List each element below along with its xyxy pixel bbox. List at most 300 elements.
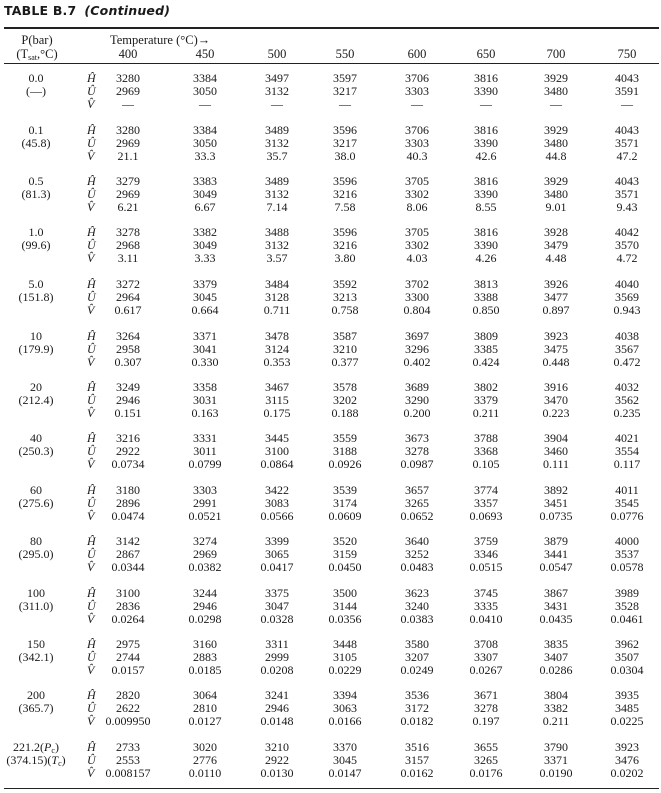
table-cell: 3385 <box>474 342 498 356</box>
pressure-cell: 0.0 <box>28 71 44 85</box>
table-cell: 3311 <box>265 637 289 651</box>
table-cell: 3302 <box>405 187 429 201</box>
pressure-cell: 0.1 <box>28 123 44 137</box>
property-symbol: V̂ <box>87 663 95 677</box>
table-cell: 3545 <box>615 496 639 510</box>
table-cell: 0.0182 <box>400 714 434 728</box>
table-cell: 3.57 <box>266 251 288 265</box>
pressure-cell: 5.0 <box>28 277 44 291</box>
table-cell: 3049 <box>193 187 217 201</box>
table-cell: 0.200 <box>403 406 431 420</box>
table-cell: 3480 <box>544 84 568 98</box>
table-cell: 3596 <box>333 225 357 239</box>
property-symbol: Ĥ <box>87 586 96 600</box>
table-cell: 3488 <box>265 225 289 239</box>
table-cell: 0.377 <box>331 355 359 369</box>
table-cell: — <box>480 97 492 111</box>
table-cell: 40.3 <box>406 149 428 163</box>
table-cell: 0.758 <box>331 303 359 317</box>
table-cell: 3065 <box>265 547 289 561</box>
property-symbol: Ĥ <box>87 277 96 291</box>
table-cell: 0.402 <box>403 355 431 369</box>
table-cell: 3210 <box>333 342 357 356</box>
table-cell: 8.55 <box>475 200 497 214</box>
tsat-cell: $(374.15)(T_c)$ <box>6 753 66 768</box>
table-cell: 4.03 <box>406 251 428 265</box>
tsat-cell: (342.1) <box>18 650 54 664</box>
table-cell: 3124 <box>265 342 289 356</box>
tsat-cell: (212.4) <box>18 393 54 407</box>
pressure-cell: 80 <box>30 534 42 548</box>
table-cell: 3745 <box>474 586 498 600</box>
table-cell: 3346 <box>474 547 498 561</box>
tsat-cell: (250.3) <box>18 444 54 458</box>
tsat-cell: (295.0) <box>18 547 54 561</box>
table-cell: 0.008157 <box>105 766 151 780</box>
temperature-500: 500 <box>267 47 287 61</box>
table-cell: 0.0185 <box>188 663 222 677</box>
table-cell: 47.2 <box>616 149 638 163</box>
table-cell: 3202 <box>333 393 357 407</box>
table-cell: 3241 <box>265 688 289 702</box>
table-cell: 44.8 <box>545 149 567 163</box>
table-cell: 4043 <box>615 123 639 137</box>
pressure-cell: 100 <box>27 586 45 600</box>
table-cell: 0.151 <box>114 406 142 420</box>
table-cell: 0.0286 <box>539 663 573 677</box>
property-symbol: Û <box>87 187 96 201</box>
table-cell: 4042 <box>615 225 639 239</box>
table-cell: 0.211 <box>472 406 500 420</box>
property-symbol: Û <box>87 238 96 252</box>
table-cell: 4043 <box>615 174 639 188</box>
table-cell: 3706 <box>405 71 429 85</box>
table-cell: 3.11 <box>117 251 139 265</box>
table-cell: 0.804 <box>403 303 431 317</box>
table-cell: 3816 <box>474 123 498 137</box>
table-cell: 0.850 <box>472 303 500 317</box>
table-cell: 0.0166 <box>328 714 362 728</box>
table-cell: 0.0578 <box>610 560 644 574</box>
table-cell: 3368 <box>474 444 498 458</box>
table-cell: 3265 <box>405 496 429 510</box>
table-cell: 3497 <box>265 71 289 85</box>
table-cell: 0.0344 <box>111 560 145 574</box>
table-cell: 3174 <box>333 496 357 510</box>
property-symbol: V̂ <box>87 612 95 626</box>
table-cell: 3623 <box>405 586 429 600</box>
property-symbol: Ĥ <box>87 534 96 548</box>
table-cell: 3478 <box>265 329 289 343</box>
table-cell: 3390 <box>474 84 498 98</box>
property-symbol: Û <box>87 290 96 304</box>
table-cell: 0.197 <box>472 714 500 728</box>
table-cell: 3476 <box>615 753 639 767</box>
table-cell: 3213 <box>333 290 357 304</box>
table-cell: 0.0382 <box>188 560 222 574</box>
table-cell: 3279 <box>116 174 140 188</box>
table-cell: 0.235 <box>613 406 641 420</box>
table-cell: 3587 <box>333 329 357 343</box>
table-cell: 2991 <box>193 496 217 510</box>
table-cell: 0.0162 <box>400 766 434 780</box>
table-cell: 0.0190 <box>539 766 573 780</box>
property-symbol: Ĥ <box>87 71 96 85</box>
table-cell: 3879 <box>544 534 568 548</box>
table-cell: 3407 <box>544 650 568 664</box>
pressure-cell: 20 <box>30 380 42 394</box>
table-cell: 3489 <box>265 123 289 137</box>
table-cell: 0.424 <box>472 355 500 369</box>
temperature-750: 750 <box>617 47 637 61</box>
table-cell: 3050 <box>193 136 217 150</box>
table-cell: 3929 <box>544 123 568 137</box>
table-cell: 3100 <box>116 586 140 600</box>
table-cell: 3475 <box>544 342 568 356</box>
table-cell: 3790 <box>544 740 568 754</box>
table-cell: 3160 <box>193 637 217 651</box>
table-cell: 0.0130 <box>260 766 294 780</box>
table-cell: 2946 <box>116 393 140 407</box>
tsat-cell: (179.9) <box>18 342 54 356</box>
property-symbol: Û <box>87 701 96 715</box>
table-cell: 0.0229 <box>328 663 362 677</box>
property-symbol: Û <box>87 753 96 767</box>
pressure-cell: 40 <box>30 431 42 445</box>
table-cell: 3596 <box>333 123 357 137</box>
table-cell: 3702 <box>405 277 429 291</box>
table-cell: 3047 <box>265 599 289 613</box>
property-symbol: V̂ <box>87 97 95 111</box>
table-cell: 2820 <box>116 688 140 702</box>
table-cell: 0.353 <box>263 355 291 369</box>
table-cell: 3172 <box>405 701 429 715</box>
tsat-cell: (81.3) <box>21 187 51 201</box>
table-cell: 3278 <box>474 701 498 715</box>
table-cell: 0.0147 <box>328 766 362 780</box>
table-cell: 3045 <box>193 290 217 304</box>
table-cell: 3382 <box>193 225 217 239</box>
property-symbol: Ĥ <box>87 123 96 137</box>
table-cell: 3371 <box>193 329 217 343</box>
table-cell: 3597 <box>333 71 357 85</box>
table-cell: 6.67 <box>194 200 216 214</box>
header-rule <box>4 63 659 64</box>
table-cell: 4.48 <box>545 251 567 265</box>
table-cell: 0.0208 <box>260 663 294 677</box>
table-cell: 3132 <box>265 84 289 98</box>
table-cell: 4038 <box>615 329 639 343</box>
property-symbol: Û <box>87 84 96 98</box>
table-cell: 0.0926 <box>328 457 362 471</box>
table-cell: 3303 <box>405 84 429 98</box>
table-cell: 3390 <box>474 187 498 201</box>
temperature-700: 700 <box>546 47 566 61</box>
pressure-cell: 200 <box>27 688 45 702</box>
table-cell: 0.0157 <box>111 663 145 677</box>
table-cell: 42.6 <box>475 149 497 163</box>
table-cell: 0.0864 <box>260 457 294 471</box>
property-symbol: Û <box>87 496 96 510</box>
table-cell: 3390 <box>474 238 498 252</box>
table-cell: 33.3 <box>194 149 216 163</box>
table-cell: 3923 <box>544 329 568 343</box>
table-cell: 0.0328 <box>260 612 294 626</box>
table-cell: 3559 <box>333 431 357 445</box>
temperature-450: 450 <box>195 47 215 61</box>
table-cell: 3296 <box>405 342 429 356</box>
table-cell: 0.163 <box>191 406 219 420</box>
table-cell: 3303 <box>405 136 429 150</box>
table-cell: 3536 <box>405 688 429 702</box>
table-cell: 3375 <box>265 586 289 600</box>
pressure-cell: 150 <box>27 637 45 651</box>
table-cell: 0.0735 <box>539 509 573 523</box>
table-cell: 3105 <box>333 650 357 664</box>
table-cell: 3031 <box>193 393 217 407</box>
table-cell: 4011 <box>615 483 639 497</box>
table-cell: 3904 <box>544 431 568 445</box>
table-cell: 2946 <box>193 599 217 613</box>
table-cell: 0.0435 <box>539 612 573 626</box>
property-symbol: V̂ <box>87 766 95 780</box>
table-cell: 0.472 <box>613 355 641 369</box>
table-cell: 3274 <box>193 534 217 548</box>
table-cell: 3384 <box>193 71 217 85</box>
table-cell: 3470 <box>544 393 568 407</box>
table-cell: 0.0267 <box>469 663 503 677</box>
table-cell: 0.0461 <box>610 612 644 626</box>
table-cell: 2922 <box>265 753 289 767</box>
property-symbol: V̂ <box>87 200 95 214</box>
table-cell: 3928 <box>544 225 568 239</box>
table-cell: 0.0547 <box>539 560 573 574</box>
table-cell: 3567 <box>615 342 639 356</box>
property-symbol: Û <box>87 650 96 664</box>
table-cell: 0.111 <box>542 457 570 471</box>
table-cell: 6.21 <box>117 200 139 214</box>
table-cell: 3216 <box>116 431 140 445</box>
table-cell: 2836 <box>116 599 140 613</box>
table-cell: 3431 <box>544 599 568 613</box>
table-cell: 3244 <box>193 586 217 600</box>
table-cell: 3477 <box>544 290 568 304</box>
table-cell: — <box>550 97 562 111</box>
table-cell: 3128 <box>265 290 289 304</box>
table-cell: 9.43 <box>616 200 638 214</box>
property-symbol: Û <box>87 444 96 458</box>
table-cell: 3383 <box>193 174 217 188</box>
table-cell: 0.0515 <box>469 560 503 574</box>
table-cell: 0.0225 <box>610 714 644 728</box>
table-cell: 3571 <box>615 187 639 201</box>
property-symbol: Û <box>87 342 96 356</box>
table-cell: 3580 <box>405 637 429 651</box>
table-cell: 3272 <box>116 277 140 291</box>
pressure-cell: $221.2(P_c)$ <box>13 740 59 755</box>
table-cell: 3774 <box>474 483 498 497</box>
table-cell: 2867 <box>116 547 140 561</box>
table-cell: 0.0410 <box>469 612 503 626</box>
tsat-cell: (275.6) <box>18 496 54 510</box>
table-cell: 3370 <box>333 740 357 754</box>
table-cell: 2776 <box>193 753 217 767</box>
table-cell: 35.7 <box>266 149 288 163</box>
table-cell: 3835 <box>544 637 568 651</box>
pressure-cell: 1.0 <box>28 225 44 239</box>
table-cell: 3507 <box>615 650 639 664</box>
table-cell: 4021 <box>615 431 639 445</box>
table-cell: 3049 <box>193 238 217 252</box>
table-cell: 3592 <box>333 277 357 291</box>
table-cell: 0.0127 <box>188 714 222 728</box>
tsat-cell: (311.0) <box>18 599 54 613</box>
property-symbol: V̂ <box>87 509 95 523</box>
table-cell: 3207 <box>405 650 429 664</box>
property-symbol: Û <box>87 599 96 613</box>
table-cell: 3188 <box>333 444 357 458</box>
table-cell: 3264 <box>116 329 140 343</box>
property-symbol: V̂ <box>87 149 95 163</box>
table-cell: 21.1 <box>117 149 139 163</box>
table-cell: 0.617 <box>114 303 142 317</box>
table-cell: 3302 <box>405 238 429 252</box>
table-cell: 0.897 <box>542 303 570 317</box>
property-symbol: Ĥ <box>87 740 96 754</box>
table-cell: 0.943 <box>613 303 641 317</box>
property-symbol: V̂ <box>87 406 95 420</box>
table-cell: 2622 <box>116 701 140 715</box>
table-cell: 3210 <box>265 740 289 754</box>
table-cell: 3451 <box>544 496 568 510</box>
table-cell: 4043 <box>615 71 639 85</box>
table-cell: 0.0202 <box>610 766 644 780</box>
table-cell: 0.0652 <box>400 509 434 523</box>
table-cell: 3537 <box>615 547 639 561</box>
table-cell: 3371 <box>544 753 568 767</box>
table-cell: 2896 <box>116 496 140 510</box>
table-cell: — <box>339 97 351 111</box>
table-cell: 3382 <box>544 701 568 715</box>
table-cell: 3480 <box>544 187 568 201</box>
table-cell: 3041 <box>193 342 217 356</box>
table-cell: 3759 <box>474 534 498 548</box>
table-cell: 2744 <box>116 650 140 664</box>
table-cell: 3489 <box>265 174 289 188</box>
property-symbol: Ĥ <box>87 688 96 702</box>
table-cell: 0.664 <box>191 303 219 317</box>
table-cell: 3708 <box>474 637 498 651</box>
table-cell: 3816 <box>474 71 498 85</box>
property-symbol: Ĥ <box>87 225 96 239</box>
table-cell: 2958 <box>116 342 140 356</box>
table-cell: 3448 <box>333 637 357 651</box>
table-cell: 0.307 <box>114 355 142 369</box>
table-cell: — <box>271 97 283 111</box>
table-cell: 3399 <box>265 534 289 548</box>
bottom-rule <box>4 788 659 789</box>
table-cell: — <box>411 97 423 111</box>
table-cell: 0.188 <box>331 406 359 420</box>
table-cell: 3569 <box>615 290 639 304</box>
pressure-cell: 10 <box>30 329 42 343</box>
table-cell: 3011 <box>193 444 217 458</box>
table-cell: 3159 <box>333 547 357 561</box>
table-cell: 2946 <box>265 701 289 715</box>
pressure-cell: 0.5 <box>28 174 44 188</box>
table-cell: 7.58 <box>334 200 356 214</box>
table-cell: 4040 <box>615 277 639 291</box>
property-symbol: V̂ <box>87 457 95 471</box>
table-cell: — <box>122 97 134 111</box>
tsat-cell: (99.6) <box>21 238 51 252</box>
table-cell: 3892 <box>544 483 568 497</box>
property-symbol: V̂ <box>87 303 95 317</box>
table-cell: 2883 <box>193 650 217 664</box>
table-cell: 3484 <box>265 277 289 291</box>
property-symbol: Û <box>87 136 96 150</box>
table-cell: 3331 <box>193 431 217 445</box>
property-symbol: Û <box>87 393 96 407</box>
table-cell: 3673 <box>405 431 429 445</box>
table-cell: 3115 <box>265 393 289 407</box>
table-cell: 3923 <box>615 740 639 754</box>
tsat-cell: (151.8) <box>18 290 54 304</box>
table-cell: 0.0776 <box>610 509 644 523</box>
property-symbol: Û <box>87 547 96 561</box>
table-cell: 3802 <box>474 380 498 394</box>
table-cell: 0.330 <box>191 355 219 369</box>
table-cell: 4.72 <box>616 251 638 265</box>
table-cell: 0.0734 <box>111 457 145 471</box>
property-symbol: Ĥ <box>87 329 96 343</box>
table-cell: 0.0521 <box>188 509 222 523</box>
property-symbol: V̂ <box>87 251 95 265</box>
table-cell: 3083 <box>265 496 289 510</box>
table-cell: 3388 <box>474 290 498 304</box>
property-symbol: V̂ <box>87 560 95 574</box>
property-symbol: Ĥ <box>87 431 96 445</box>
table-cell: 3706 <box>405 123 429 137</box>
table-cell: 0.0987 <box>400 457 434 471</box>
table-cell: 0.175 <box>263 406 291 420</box>
property-symbol: Ĥ <box>87 174 96 188</box>
table-cell: 3813 <box>474 277 498 291</box>
table-cell: 0.0693 <box>469 509 503 523</box>
table-cell: 2964 <box>116 290 140 304</box>
table-cell: 3.33 <box>194 251 216 265</box>
table-cell: 0.0110 <box>188 766 222 780</box>
table-cell: 0.0249 <box>400 663 434 677</box>
table-cell: 3570 <box>615 238 639 252</box>
pressure-cell: 60 <box>30 483 42 497</box>
table-cell: 3441 <box>544 547 568 561</box>
table-cell: 3132 <box>265 187 289 201</box>
table-cell: 3816 <box>474 174 498 188</box>
table-cell: 3867 <box>544 586 568 600</box>
table-cell: 2733 <box>116 740 140 754</box>
table-cell: 2553 <box>116 753 140 767</box>
continued-label: (Continued) <box>84 3 171 18</box>
table-cell: 3100 <box>265 444 289 458</box>
table-cell: 0.223 <box>542 406 570 420</box>
table-cell: 3265 <box>474 753 498 767</box>
top-rule <box>4 27 659 29</box>
table-cell: 3816 <box>474 225 498 239</box>
table-cell: 0.0264 <box>111 612 145 626</box>
table-cell: 2922 <box>116 444 140 458</box>
table-cell: 3480 <box>544 136 568 150</box>
